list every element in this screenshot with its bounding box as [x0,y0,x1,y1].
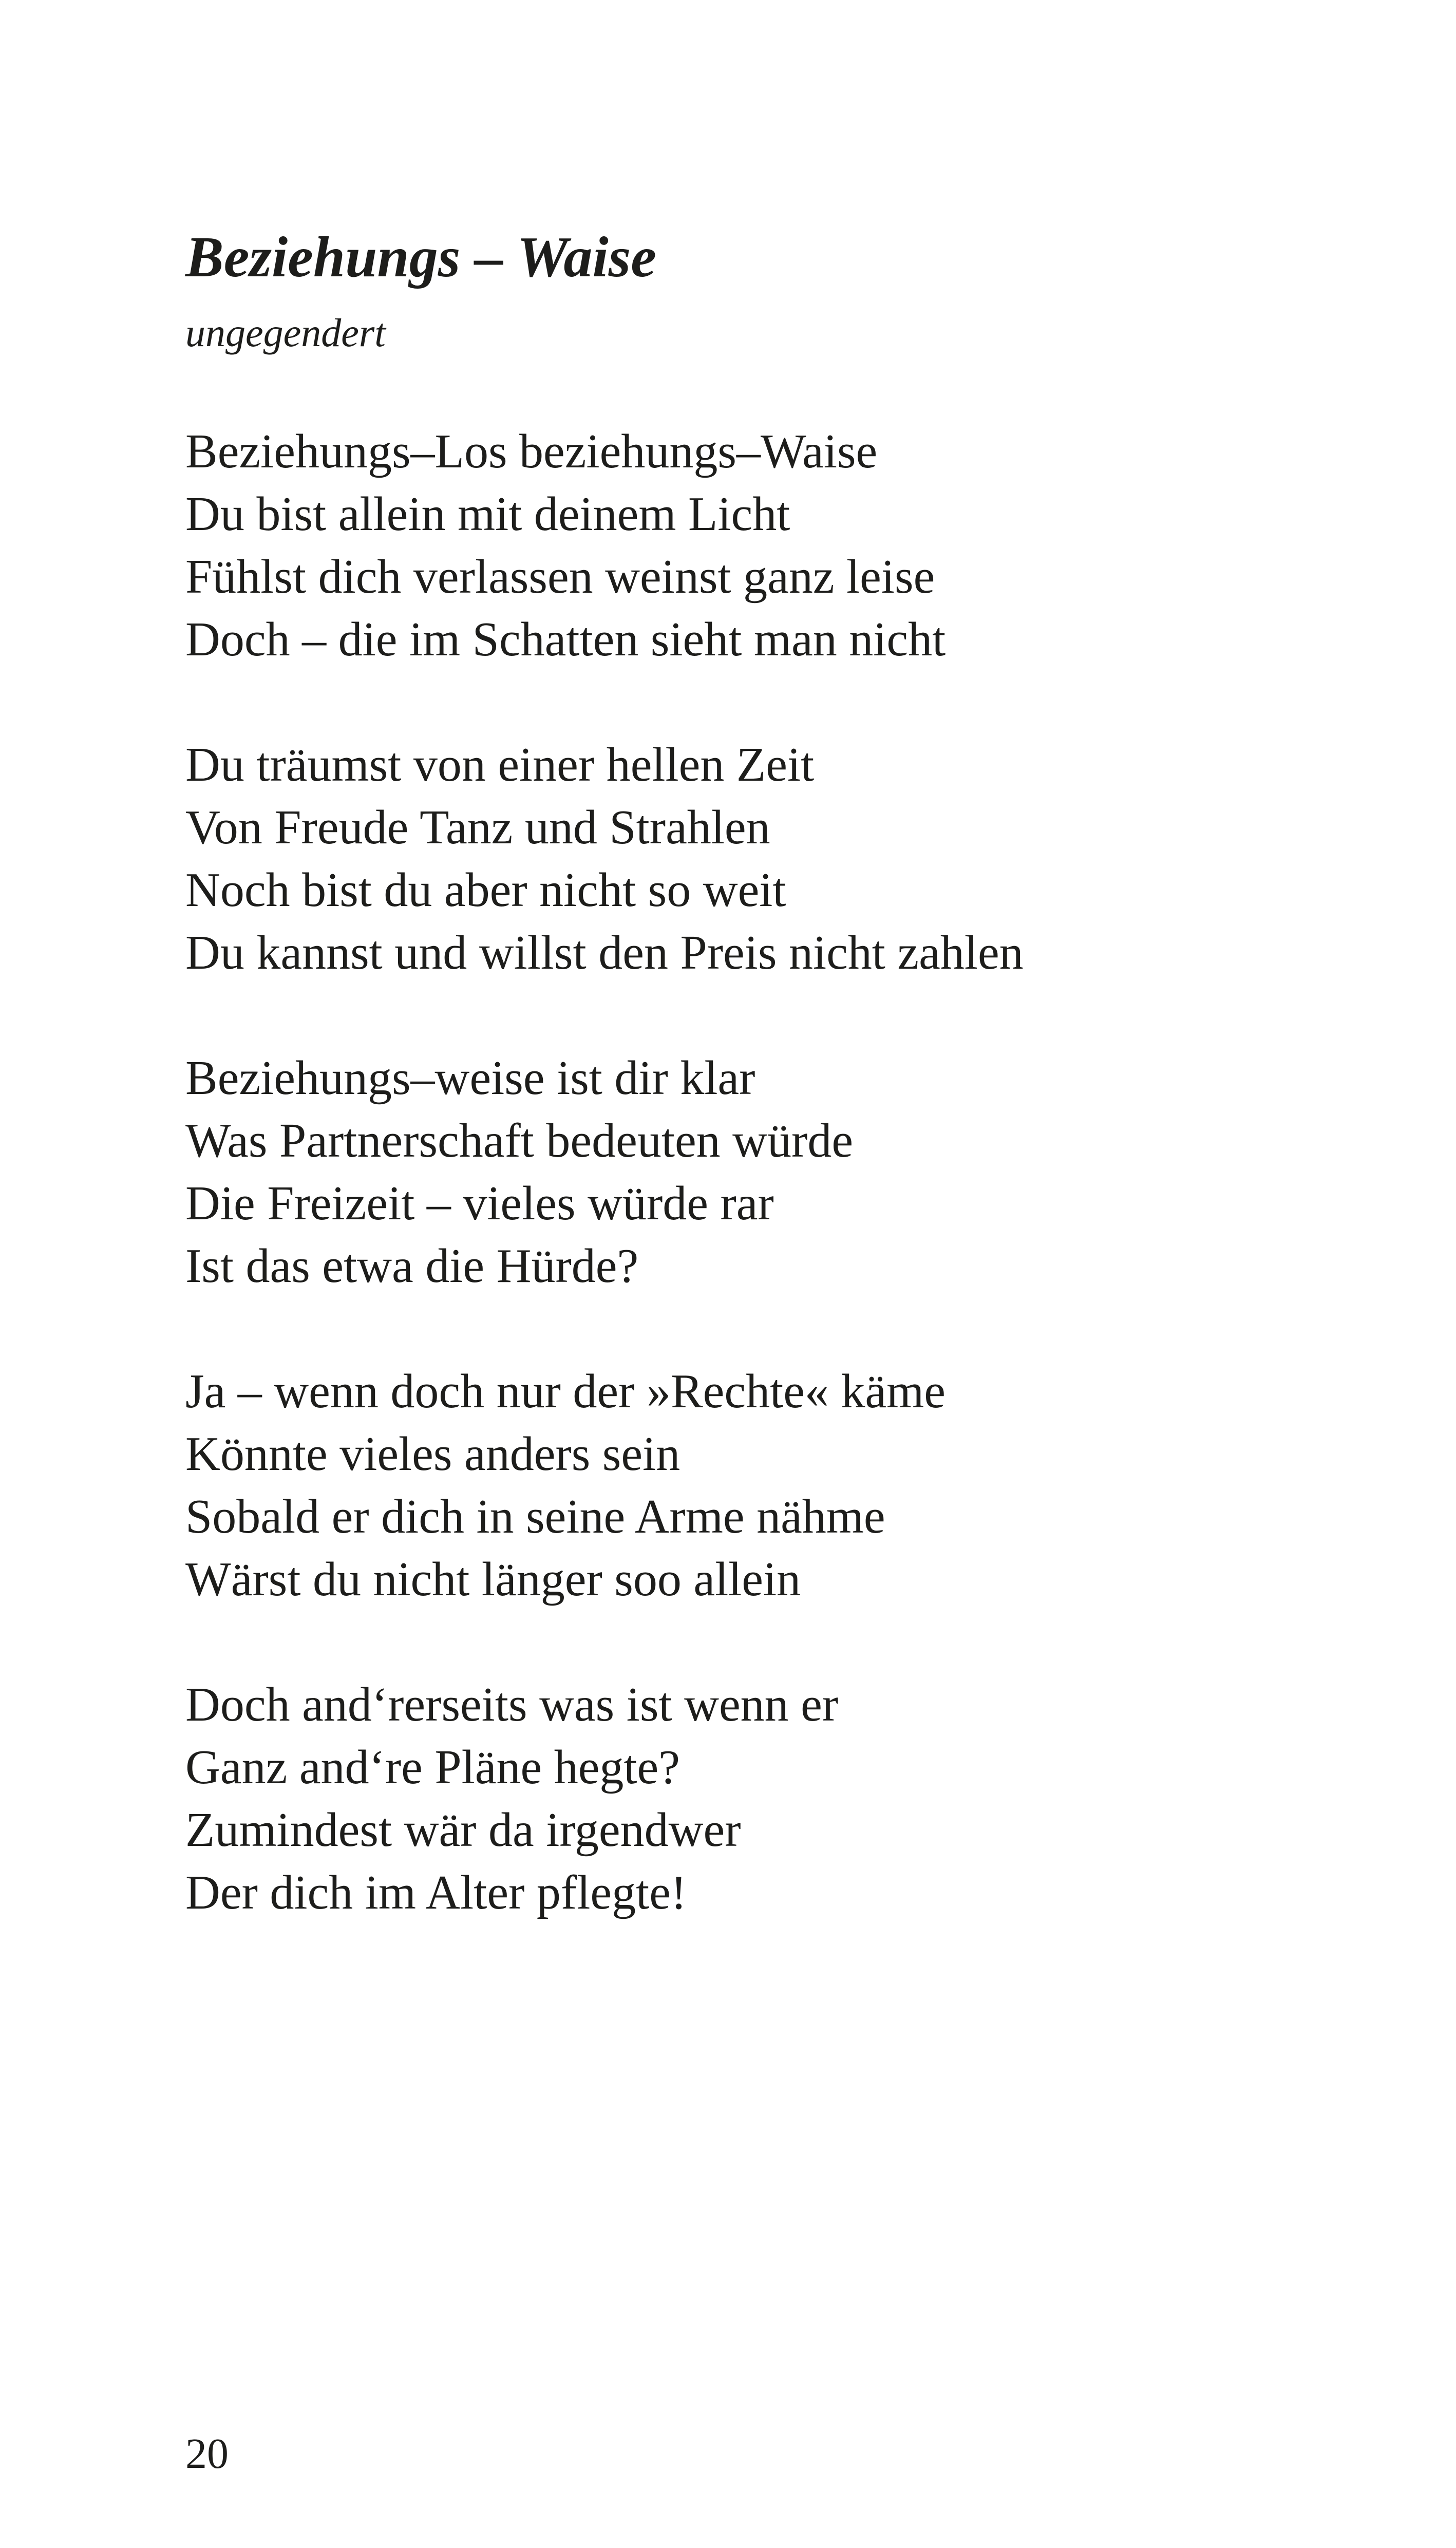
verse-line: Beziehungs–Los beziehungs–Waise [185,425,878,478]
poem-title: Beziehungs – Waise [185,225,656,289]
verse-line: Du träumst von einer hellen Zeit [185,738,815,791]
verse-line: Du kannst und willst den Preis nicht zahlen [185,926,1024,979]
verse-line: Du bist allein mit deinem Licht [185,487,790,541]
verse-line: Beziehungs–weise ist dir klar [185,1051,755,1105]
verse-line: Noch bist du aber nicht so weit [185,863,786,917]
verse-line: Sobald er dich in seine Arme nähme [185,1490,885,1543]
poem-body [185,420,1367,1987]
verse-line: Wärst du nicht länger soo allein [185,1553,801,1606]
verse-line: Was Partnerschaft bedeuten würde [185,1114,854,1167]
verse-line: Doch and‘rerseits was ist wenn er [185,1678,839,1731]
verse-line: Zumindest wär da irgendwer [185,1803,741,1857]
poem-subtitle: ungegendert [185,310,386,355]
stanza-2 [185,733,1367,984]
verse-line: Ist das etwa die Hürde? [185,1239,639,1293]
verse-line: Könnte vieles anders sein [185,1427,680,1481]
stanza-3 [185,1047,1367,1297]
stanza-1 [185,420,1367,671]
verse-line: Fühlst dich verlassen weinst ganz leise [185,550,935,603]
verse-line: Von Freude Tanz und Strahlen [185,801,770,854]
verse-line: Ganz and‘re Pläne hegte? [185,1741,680,1794]
verse-line: Doch – die im Schatten sieht man nicht [185,613,946,666]
stanza-4 [185,1360,1367,1611]
stanza-5 [185,1673,1367,1924]
verse-line: Die Freizeit – vieles würde rar [185,1177,774,1230]
verse-line: Ja – wenn doch nur der »Rechte« käme [185,1365,946,1418]
verse-line: Der dich im Alter pflegte! [185,1866,687,1919]
page-number: 20 [185,2430,229,2478]
